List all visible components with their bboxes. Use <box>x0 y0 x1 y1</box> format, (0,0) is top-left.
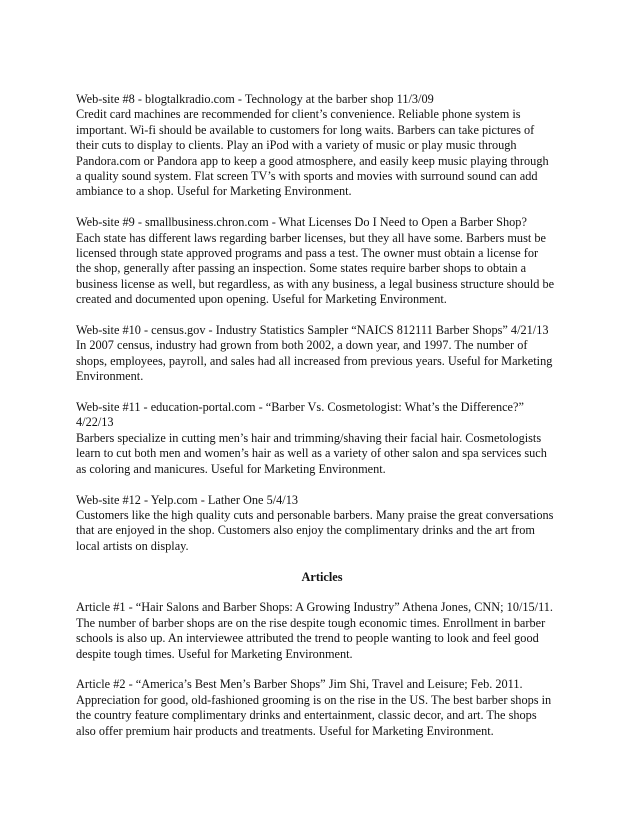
entry-line: Barbers specialize in cutting men’s hair and trimming/shaving their facial hair. Cosmetologists <box>76 430 542 445</box>
entry-line: Web-site #10 - census.gov - Industry Statistics Sampler “NAICS 812111 Barber Shops” 4/21/13 <box>76 323 549 338</box>
entry-line: ambiance to a shop. Useful for Marketing Environment. <box>76 184 352 199</box>
entry-line: local artists on display. <box>76 538 189 553</box>
website-entry-12 <box>76 493 568 555</box>
entry-line: Article #2 - “America’s Best Men’s Barber Shops” Jim Shi, Travel and Leisure; Feb. 2011. <box>76 677 523 692</box>
entry-line: Web-site #8 - blogtalkradio.com - Technology at the barber shop 11/3/09 <box>76 92 434 106</box>
article-entry-2 <box>76 677 568 739</box>
entry-line: that are enjoyed in the shop. Customers also enjoy the complimentary drinks and the art from <box>76 523 535 538</box>
document-body <box>76 92 568 754</box>
website-entry-11 <box>76 400 568 477</box>
entry-line: Web-site #11 - education-portal.com - “Barber Vs. Cosmetologist: What’s the Difference?” <box>76 400 524 415</box>
entry-line: a quality sound system. Flat screen TV’s with sports and movies with surround sound can add <box>76 169 538 184</box>
entry-line: In 2007 census, industry had grown from both 2002, a down year, and 1997. The number of <box>76 338 528 353</box>
entry-line: business license as well, but regardless, as with any business, a legal business structure should be <box>76 276 555 291</box>
articles-heading: Articles <box>301 569 343 584</box>
entry-line: Environment. <box>76 369 144 384</box>
entry-line: Web-site #9 - smallbusiness.chron.com - What Licenses Do I Need to Open a Barber Shop? <box>76 215 527 230</box>
entry-line: the country feature complimentary drinks and entertainment, classic decor, and art. The shops <box>76 708 537 723</box>
entry-line: their cuts to display to clients. Play an iPod with a variety of music or play music through <box>76 138 517 153</box>
entry-line: licensed through state approved programs and pass a test. The owner must obtain a license for <box>76 246 539 261</box>
entry-line: the shop, generally after passing an inspection. Some states require barber shops to obtain a <box>76 261 527 276</box>
website-entry-9 <box>76 215 568 307</box>
website-entry-10 <box>76 323 568 385</box>
entry-line: Web-site #12 - Yelp.com - Lather One 5/4/13 <box>76 492 299 507</box>
website-entry-8 <box>76 92 568 200</box>
entry-line: Each state has different laws regarding barber licenses, but they all have some. Barbers must be <box>76 230 546 245</box>
entry-line: The number of barber shops are on the rise despite tough economic times. Enrollment in barber <box>76 615 546 630</box>
entry-line: Pandora.com or Pandora app to keep a good atmosphere, and easily keep music playing through <box>76 153 549 168</box>
entry-line: Customers like the high quality cuts and personable barbers. Many praise the great conversations <box>76 507 554 522</box>
entry-line: despite tough times. Useful for Marketing Environment. <box>76 646 353 661</box>
entry-line: schools is also up. An interviewee attributed the trend to people wanting to look and feel good <box>76 631 539 646</box>
entry-line: 4/22/13 <box>76 415 114 430</box>
entry-line: created and documented upon opening. Useful for Marketing Environment. <box>76 292 447 307</box>
article-entry-1 <box>76 600 568 662</box>
entry-line: important. Wi-fi should be available to customers for long waits. Barbers can take pictures of <box>76 122 535 137</box>
entry-line: as coloring and manicures. Useful for Marketing Environment. <box>76 461 386 476</box>
entry-line: shops, employees, payroll, and sales had all increased from previous years. Useful for Marketing <box>76 353 553 368</box>
entry-line: Appreciation for good, old-fashioned grooming is on the rise in the US. The best barber shops in <box>76 692 552 707</box>
entry-line: Article #1 - “Hair Salons and Barber Shops: A Growing Industry” Athena Jones, CNN; 10/15/11. <box>76 600 554 615</box>
entry-line: also offer premium hair products and treatments. Useful for Marketing Environment. <box>76 723 494 738</box>
entry-line: learn to cut both men and women’s hair as well as a variety of other salon and spa services such <box>76 446 547 461</box>
entry-line: Credit card machines are recommended for client’s convenience. Reliable phone system is <box>76 107 521 122</box>
